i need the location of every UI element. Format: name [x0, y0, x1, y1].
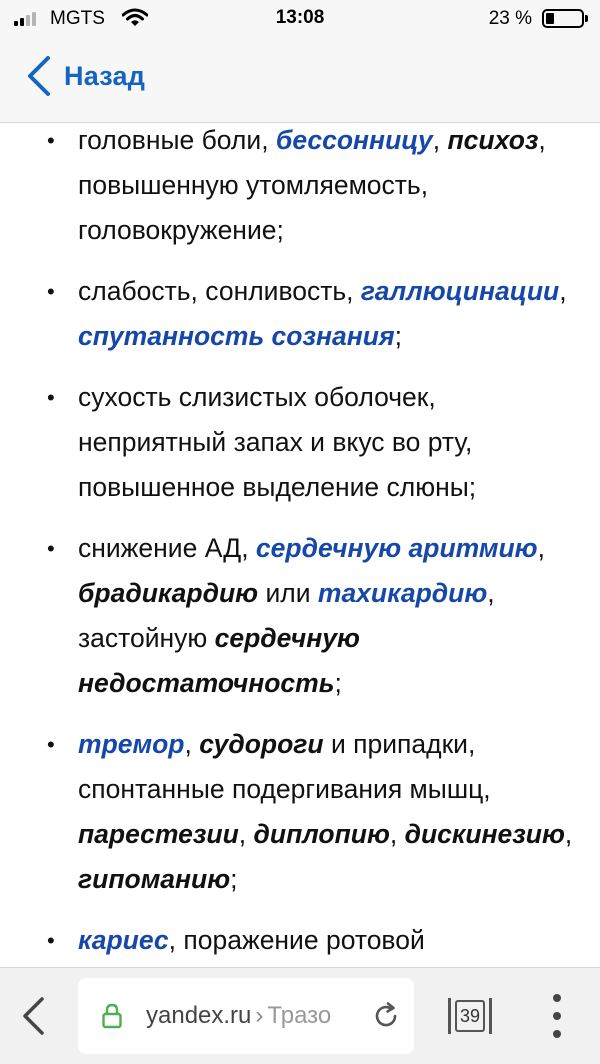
battery-percentage: 23 %: [488, 8, 532, 29]
text-segment: ;: [394, 321, 402, 351]
text-segment: ,: [389, 819, 405, 849]
chevron-left-icon: [24, 54, 54, 98]
text-segment: ,: [238, 819, 254, 849]
text-segment: ,: [537, 533, 545, 563]
address-path: Тразо: [267, 1002, 332, 1029]
text-segment: , повышенную утомляемость, головокружение;: [78, 125, 546, 245]
bold-term: психоз: [447, 125, 539, 155]
article-link[interactable]: тахикардию: [317, 578, 488, 608]
bold-term: судороги: [199, 729, 324, 759]
text-segment: сухость слизистых оболочек, неприятный запах и вкус во рту, повышенное выделение слюны;: [78, 382, 477, 502]
article-link[interactable]: спутанность сознания: [78, 321, 395, 351]
status-bar: [0, 0, 600, 38]
address-url: [146, 1002, 331, 1030]
back-button-label: Назад: [64, 60, 146, 91]
bullet: •: [47, 128, 55, 153]
tabs-button[interactable]: [448, 996, 492, 1036]
list-item: [0, 918, 600, 963]
address-domain: yandex.ru: [146, 1002, 252, 1029]
address-bar[interactable]: [78, 978, 414, 1054]
text-segment: ,: [564, 819, 573, 849]
list-item: [0, 526, 600, 706]
bullet: •: [47, 385, 55, 410]
bullet: •: [47, 928, 55, 953]
article-content: [0, 122, 600, 967]
text-segment: головные боли,: [78, 125, 276, 155]
text-segment: ;: [230, 864, 238, 894]
text-segment: ,: [559, 276, 567, 306]
bullet: •: [47, 279, 55, 304]
symptom-list: [0, 122, 600, 963]
carrier-name: MGTS: [50, 8, 105, 29]
article-link[interactable]: бессонницу: [275, 125, 433, 155]
bold-term: гипоманию: [78, 864, 231, 894]
battery-level-fill: [546, 13, 554, 24]
battery-icon: [542, 9, 584, 28]
list-item: [0, 122, 600, 253]
article-link[interactable]: кариес: [78, 925, 169, 955]
article-link[interactable]: сердечную аритмию: [255, 533, 538, 563]
list-item: [0, 375, 600, 510]
text-segment: , поражение ротовой: [168, 925, 425, 955]
list-item: [0, 722, 600, 902]
article-link[interactable]: тремор: [78, 729, 185, 759]
browser-toolbar: [0, 967, 600, 1064]
bold-term: брадикардию: [78, 578, 259, 608]
lock-icon: [102, 1003, 122, 1029]
bullet: •: [47, 536, 55, 561]
bold-term: диплопию: [253, 819, 390, 849]
list-item: [0, 269, 600, 359]
text-segment: ,: [184, 729, 200, 759]
bold-term: парестезии: [78, 819, 239, 849]
bold-term: дискинезию: [404, 819, 565, 849]
text-segment: , застойную: [78, 578, 495, 653]
text-segment: снижение АД,: [78, 533, 256, 563]
back-button[interactable]: [24, 54, 145, 98]
navigation-bar: [0, 38, 600, 123]
bold-term: сердечную недостаточность: [78, 623, 360, 698]
text-segment: ,: [432, 125, 448, 155]
bullet: •: [47, 732, 55, 757]
clock: 13:08: [275, 7, 325, 28]
article-link[interactable]: галлюцинации: [360, 276, 560, 306]
tabs-count: 39: [455, 1000, 485, 1032]
text-segment: слабость, сонливость,: [78, 276, 361, 306]
text-segment: или: [258, 578, 318, 608]
reload-icon[interactable]: [372, 1002, 400, 1030]
text-segment: ;: [334, 668, 342, 698]
more-menu-icon[interactable]: [550, 994, 564, 1038]
browser-back-icon[interactable]: [18, 996, 48, 1036]
address-separator: ›: [255, 1002, 264, 1029]
text-segment: и припадки, спонтанные подергивания мышц,: [78, 729, 491, 804]
